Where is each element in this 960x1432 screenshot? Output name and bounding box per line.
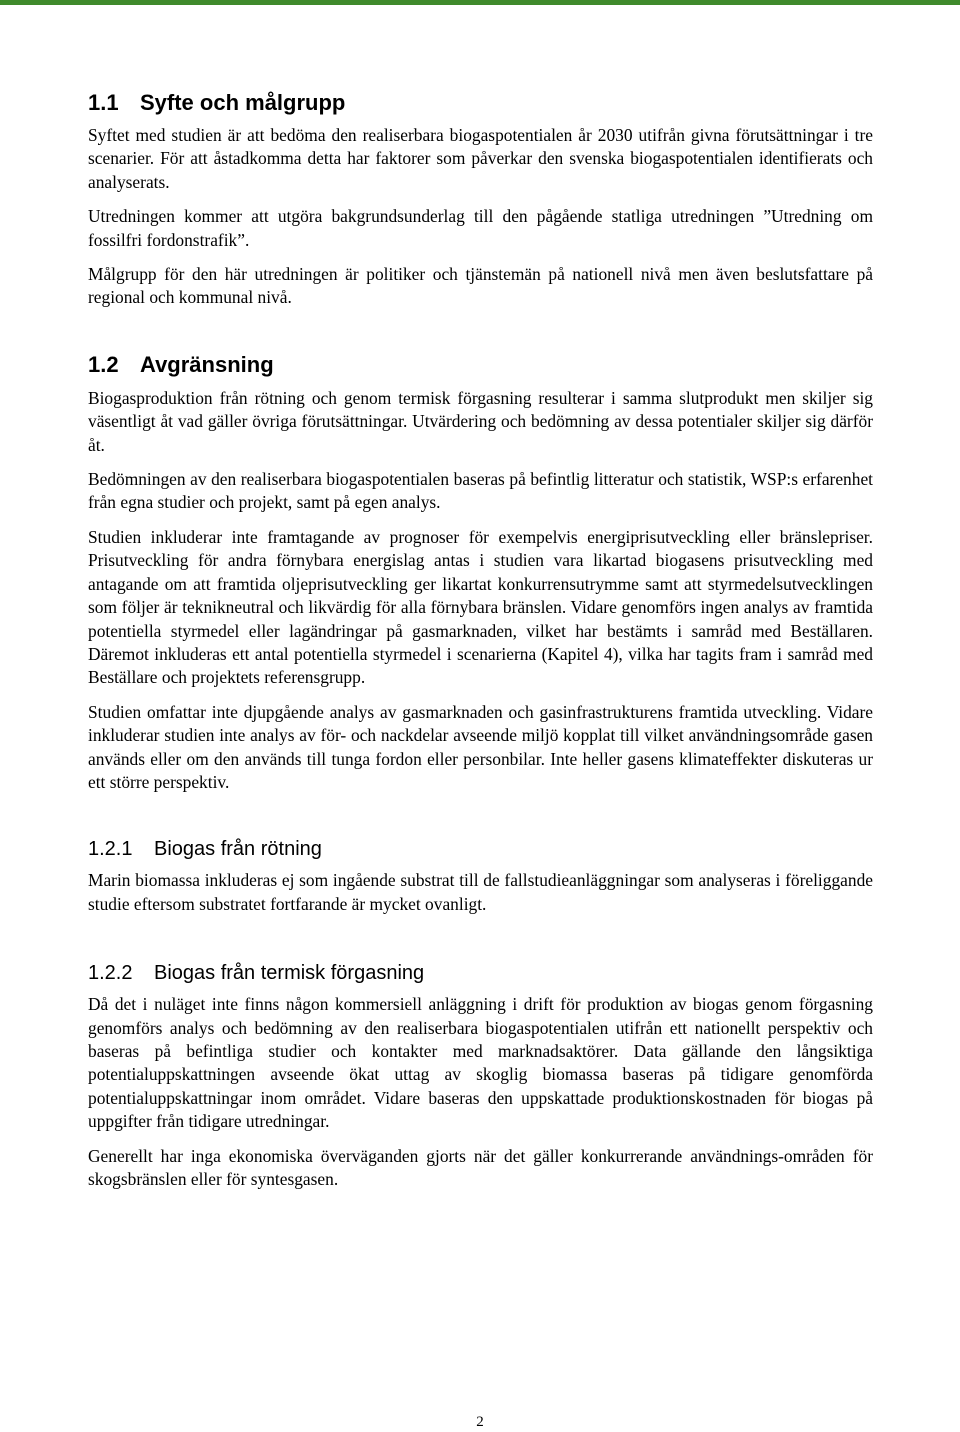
section-heading-avgransning: 1.2 Avgränsning [88,351,274,377]
subsection-heading-rotning: 1.2.1 Biogas från rötning [88,838,322,861]
page-number: 2 [476,1414,484,1430]
paragraph: Generellt har inga ekonomiska överväganden gjorts när det gäller konkurrerande användnings-områden för skogsbränslen eller för syntesgasen. [88,1145,873,1189]
paragraph: Målgrupp för den här utredningen är politiker och tjänstemän på nationell nivå men även beslutsfattare på regional och kommunal nivå. [88,264,873,308]
section-heading-syfte: 1.1 Syfte och målgrupp [88,90,346,115]
paragraph: Studien omfattar inte djupgående analys av gasmarknaden och gasinfrastrukturens framtida utveckling. Vidare inkluderar studien inte analys av för- och nackdelar avseende miljö kopplat till vilket användningsområde gasen används eller om den används till tunga fordon eller personbilar. Inte heller gasens klimateffekter diskuteras ur ett större perspektiv. [88,701,873,792]
header-rule [0,0,960,5]
paragraph: Studien inkluderar inte framtagande av prognoser för exempelvis energiprisutveckling eller bränslepriser. Prisutveckling för andra förnybara energislag antas i studien vara likartad biogasens prisutveckling med antagande om att framtida oljeprisutveckling ger likartat konkurrensutrymme samt att styrmedelsutvecklingen som följer är teknikneutral och likvärdig för alla förnybara bränslen. Vidare genomförs ingen analys av framtida potentiella styrmedel eller lagändringar på gasmarknaden, vilket har bestämts i samråd med Beställaren. Däremot inkluderas ett antal potentiella styrmedel i scenarierna (Kapitel 4), vilka har tagits fram i samråd med Beställare och projektets referensgrupp. [88,526,873,688]
paragraph: Då det i nuläget inte finns någon kommersiell anläggning i drift för produktion av biogas genom förgasning genomförs analys och bedömning av den realiserbara biogaspotentialen utifrån ett nationellt perspektiv och baseras på befintliga studier och kontakter med marknadsaktörer. Data gällande den långsiktiga potentialuppskattningen avseende ökat uttag av skoglig biomassa baseras på tidigare genomförda potentialuppskattningar inom området. Vidare baseras den uppskattade produktionskostnaden för biogas på uppgifter från tidigare utredningar. [88,994,873,1132]
document-body [88,90,873,1191]
paragraph: Marin biomassa inkluderas ej som ingående substrat till de fallstudieanläggningar som analyseras i föreliggande studie eftersom substratet fortfarande är mycket ovanligt. [88,870,873,914]
subsection-heading-forgasning: 1.2.2 Biogas från termisk förgasning [88,962,425,985]
paragraph: Syftet med studien är att bedöma den realiserbara biogaspotentialen år 2030 utifrån givna förutsättningar i tre scenarier. För att åstadkomma detta har faktorer som påverkar den svenska biogaspotentialen identifierats och analyserats. [88,125,873,192]
paragraph: Utredningen kommer att utgöra bakgrundsunderlag till den pågående statliga utredningen ”Utredning om fossilfri fordonstrafik”. [88,206,873,250]
paragraph: Bedömningen av den realiserbara biogaspotentialen baseras på befintlig litteratur och statistik, WSP:s erfarenhet från egna studier och projekt, samt på egen analys. [88,469,873,513]
paragraph: Biogasproduktion från rötning och genom termisk förgasning resulterar i samma slutprodukt men skiljer sig väsentligt åt vad gäller övriga förutsättningar. Utvärdering och bedömning av dessa potentialer skiljer sig därför åt. [88,387,873,455]
